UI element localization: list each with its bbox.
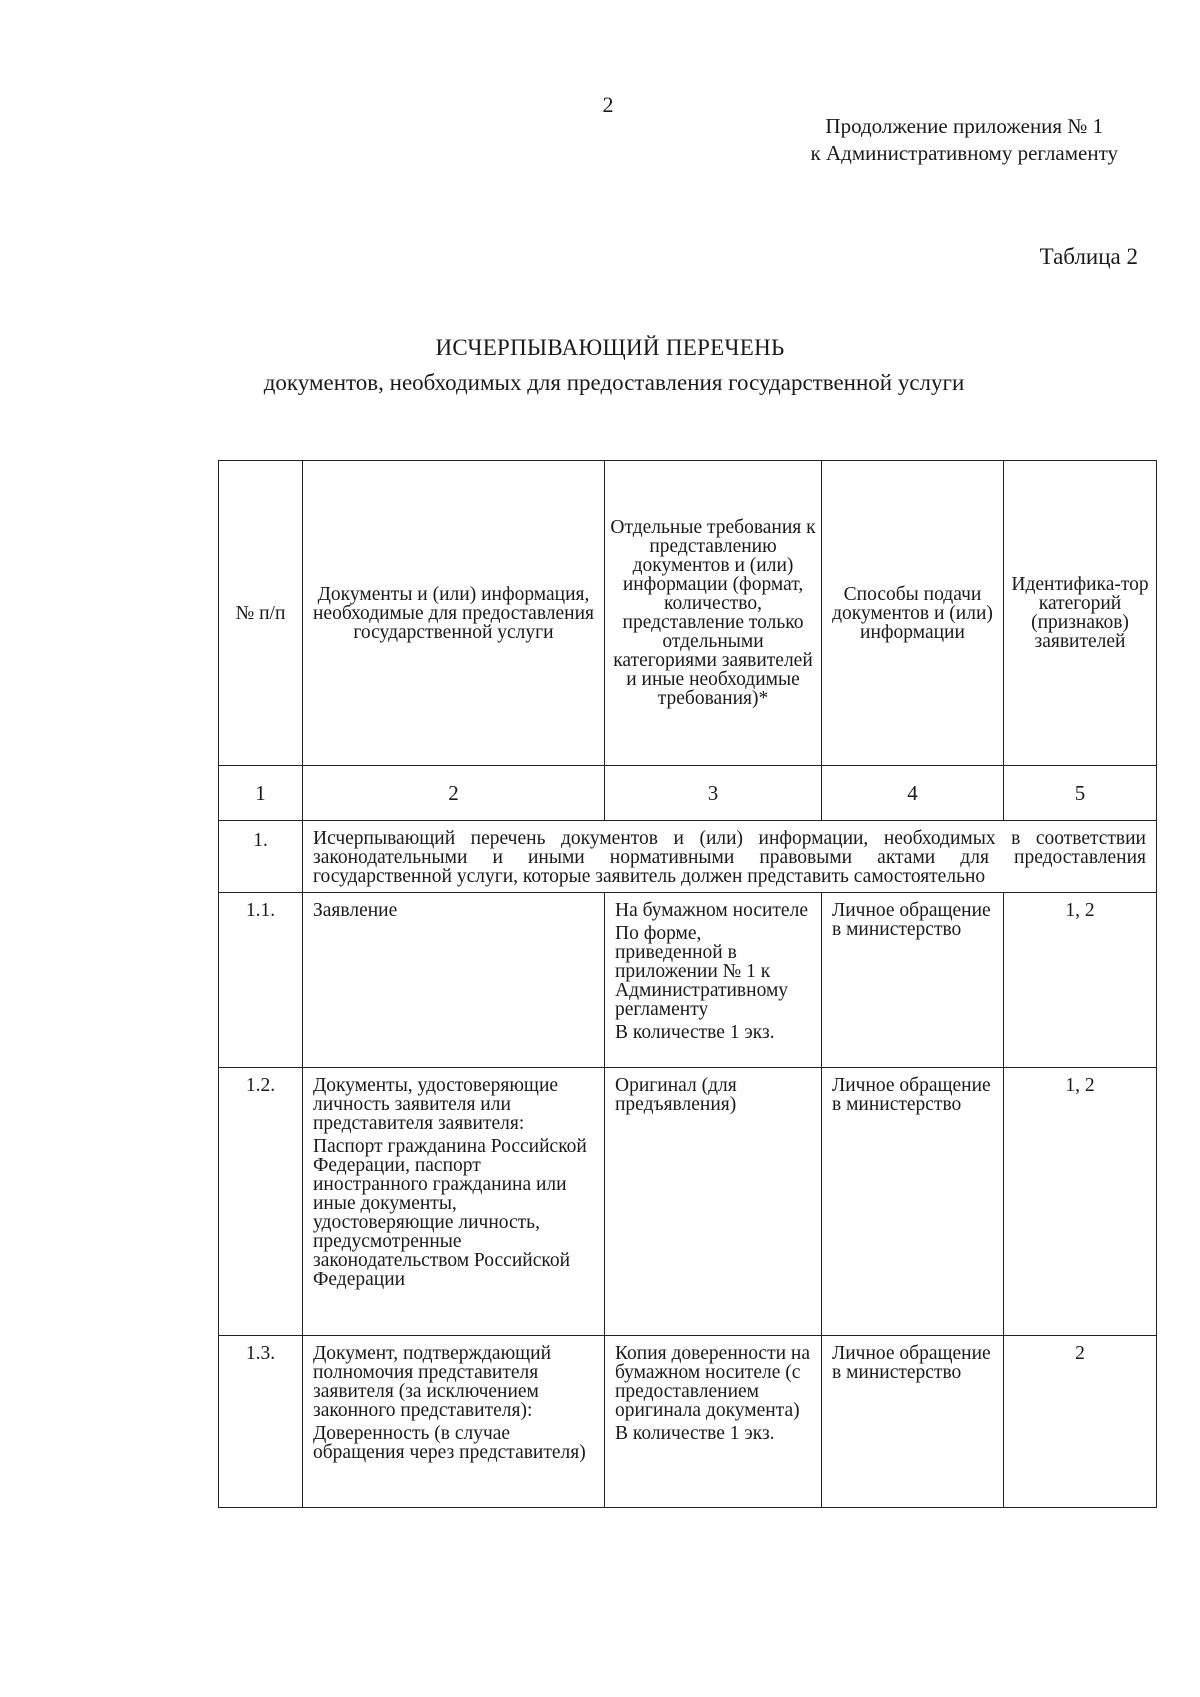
document-text: Документ, подтверждающий полномочия представителя заявителя (за исключением законного представителя): xyxy=(313,1343,552,1421)
table-row xyxy=(219,893,1157,1068)
column-number: 4 xyxy=(822,766,1004,821)
document-text: Паспорт гражданина Российской Федерации, паспорт иностранного гражданина или иные документы, удостоверяющие личность, предусмотренные законодательством Российской Федерации xyxy=(313,1136,587,1290)
table-row xyxy=(219,1068,1157,1336)
row-document xyxy=(303,893,605,1068)
row-document xyxy=(303,1068,605,1336)
column-number: 1 xyxy=(219,766,303,821)
header-number: № п/п xyxy=(219,461,303,766)
requirement-text: В количестве 1 экз. xyxy=(615,1423,775,1444)
annex-line-2: к Административному регламенту xyxy=(810,141,1118,165)
row-method: Личное обращение в министерство xyxy=(822,1068,1004,1336)
requirement-text: На бумажном носителе xyxy=(615,900,808,921)
requirement-text: В количестве 1 экз. xyxy=(615,1022,775,1043)
column-number-row xyxy=(219,766,1157,821)
annex-line-1: Продолжение приложения № 1 xyxy=(825,114,1104,138)
table-row xyxy=(219,1336,1157,1508)
table-label: Таблица 2 xyxy=(1039,244,1138,269)
row-requirements xyxy=(605,1068,822,1336)
row-method: Личное обращение в министерство xyxy=(822,1336,1004,1508)
row-categories: 1, 2 xyxy=(1004,1068,1157,1336)
column-number: 5 xyxy=(1004,766,1157,821)
document-text: Заявление xyxy=(313,900,398,921)
requirement-text: Оригинал (для предъявления) xyxy=(615,1075,737,1115)
requirement-text: Копия доверенности на бумажном носителе (с предоставлением оригинала документа) xyxy=(615,1343,811,1421)
annex-reference xyxy=(811,113,1118,167)
requirement-text: По форме, приведенной в приложении № 1 к Административному регламенту xyxy=(615,923,789,1020)
section-row xyxy=(219,821,1157,893)
section-text: Исчерпывающий перечень документов и (или) информации, необходимых в соответствии законодательными и иными нормативными правовыми актами для предоставления государственной услуги, которые заявитель должен представить самостоятельно xyxy=(303,821,1157,893)
header-documents: Документы и (или) информация, необходимые для предоставления государственной услуги xyxy=(303,461,605,766)
document-title: ИСЧЕРПЫВАЮЩИЙ ПЕРЕЧЕНЬ xyxy=(435,335,785,360)
column-number: 2 xyxy=(303,766,605,821)
table-header-row xyxy=(219,461,1157,766)
row-number: 1.1. xyxy=(219,893,303,1068)
row-number: 1.3. xyxy=(219,1336,303,1508)
page-number: 2 xyxy=(602,92,614,117)
row-number: 1.2. xyxy=(219,1068,303,1336)
document-text: Доверенность (в случае обращения через представителя) xyxy=(313,1423,586,1463)
row-requirements xyxy=(605,1336,822,1508)
row-requirements xyxy=(605,893,822,1068)
document-subtitle: документов, необходимых для предоставления государственной услуги xyxy=(263,370,965,395)
header-submission-method: Способы подачи документов и (или) информации xyxy=(822,461,1004,766)
row-document xyxy=(303,1336,605,1508)
documents-table xyxy=(218,460,1157,1508)
row-categories: 1, 2 xyxy=(1004,893,1157,1068)
row-categories: 2 xyxy=(1004,1336,1157,1508)
header-category-id: Идентифика-тор категорий (признаков) заявителей xyxy=(1004,461,1157,766)
row-method: Личное обращение в министерство xyxy=(822,893,1004,1068)
section-number: 1. xyxy=(219,821,303,893)
column-number: 3 xyxy=(605,766,822,821)
document-text: Документы, удостоверяющие личность заявителя или представителя заявителя: xyxy=(313,1075,559,1134)
header-requirements: Отдельные требования к представлению документов и (или) информации (формат, количество, представление только отдельными категориями заявителей и иные необходимые требования)* xyxy=(605,461,822,766)
